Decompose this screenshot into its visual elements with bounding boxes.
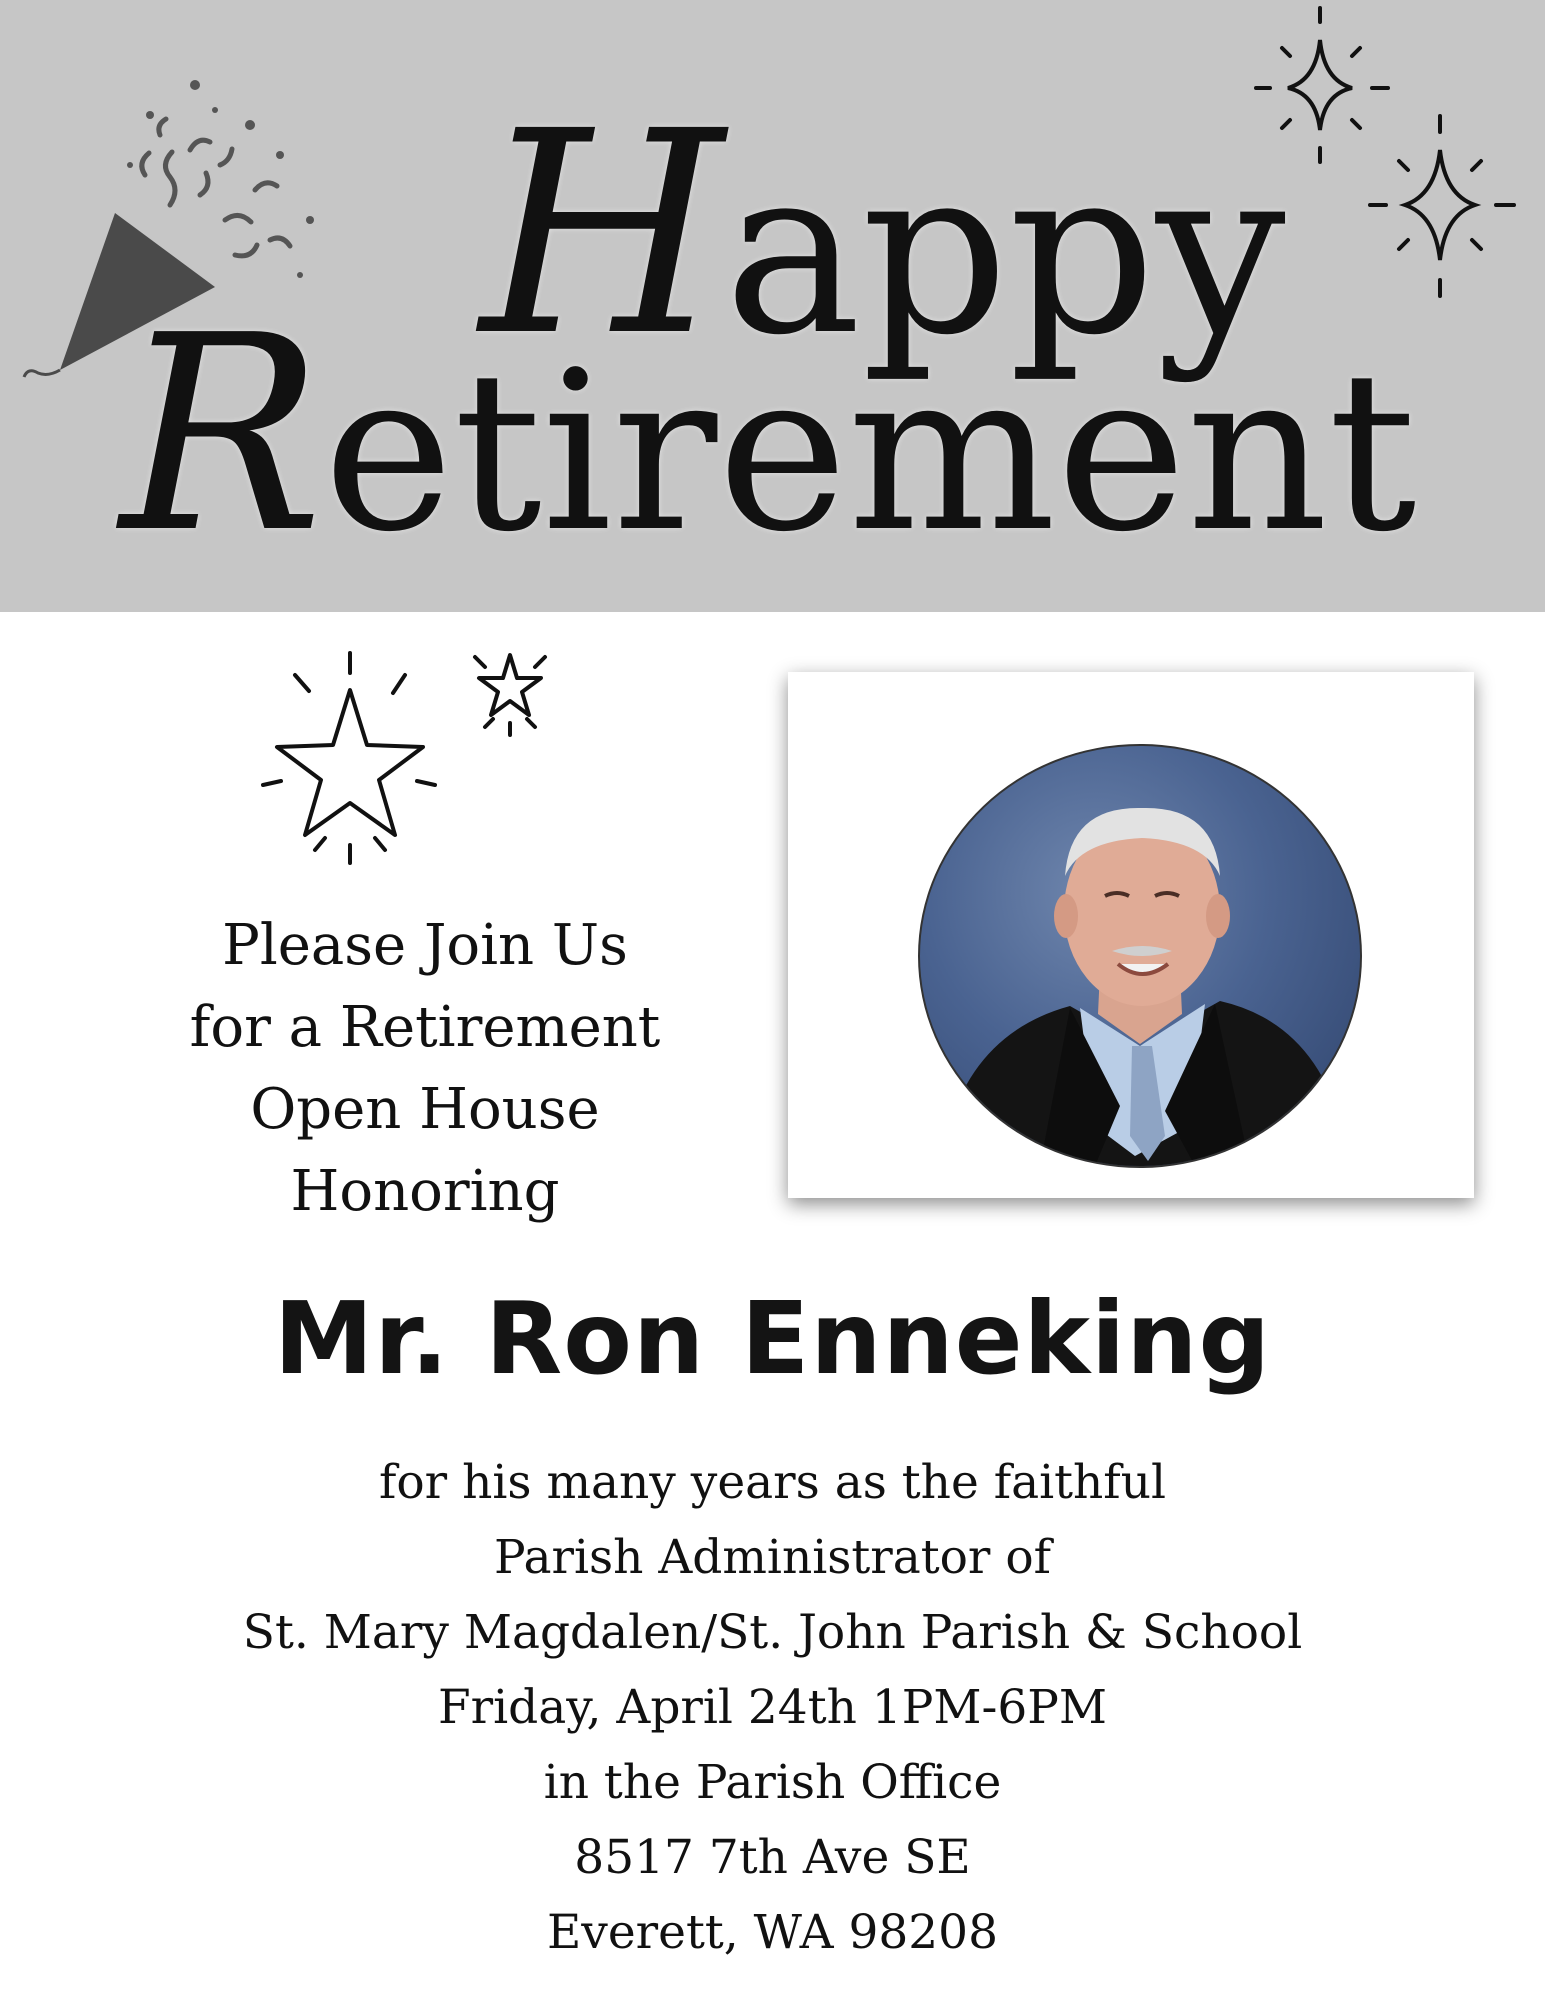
invitation-line: Open House	[250, 1077, 600, 1142]
detail-line: Friday, April 24th 1PM-6PM	[438, 1680, 1107, 1735]
photo-frame	[788, 672, 1474, 1198]
invitation-line: Honoring	[290, 1159, 560, 1224]
event-details	[0, 1445, 1545, 1970]
star-icon	[255, 645, 575, 875]
title-happy-rest: appy	[724, 119, 1286, 386]
title-happy-initial: H	[480, 72, 725, 398]
title-retirement-rest: etirement	[323, 324, 1417, 580]
detail-line: Parish Administrator of	[493, 1530, 1052, 1585]
detail-line: for his many years as the faithful	[378, 1455, 1167, 1510]
invitation-text	[140, 905, 710, 1233]
detail-line: Everett, WA 98208	[547, 1905, 998, 1960]
title-retirement	[120, 277, 1417, 592]
honoree-name: Mr. Ron Enneking	[273, 1280, 1272, 1397]
detail-line: in the Parish Office	[543, 1755, 1002, 1810]
invitation-line: for a Retirement	[189, 995, 661, 1060]
portrait-photo	[918, 744, 1362, 1168]
title-retirement-initial: R	[120, 277, 324, 592]
invitation-line: Please Join Us	[222, 913, 628, 978]
title-banner	[0, 0, 1545, 612]
detail-line: 8517 7th Ave SE	[574, 1830, 971, 1885]
detail-line: St. Mary Magdalen/St. John Parish & School	[242, 1605, 1303, 1660]
